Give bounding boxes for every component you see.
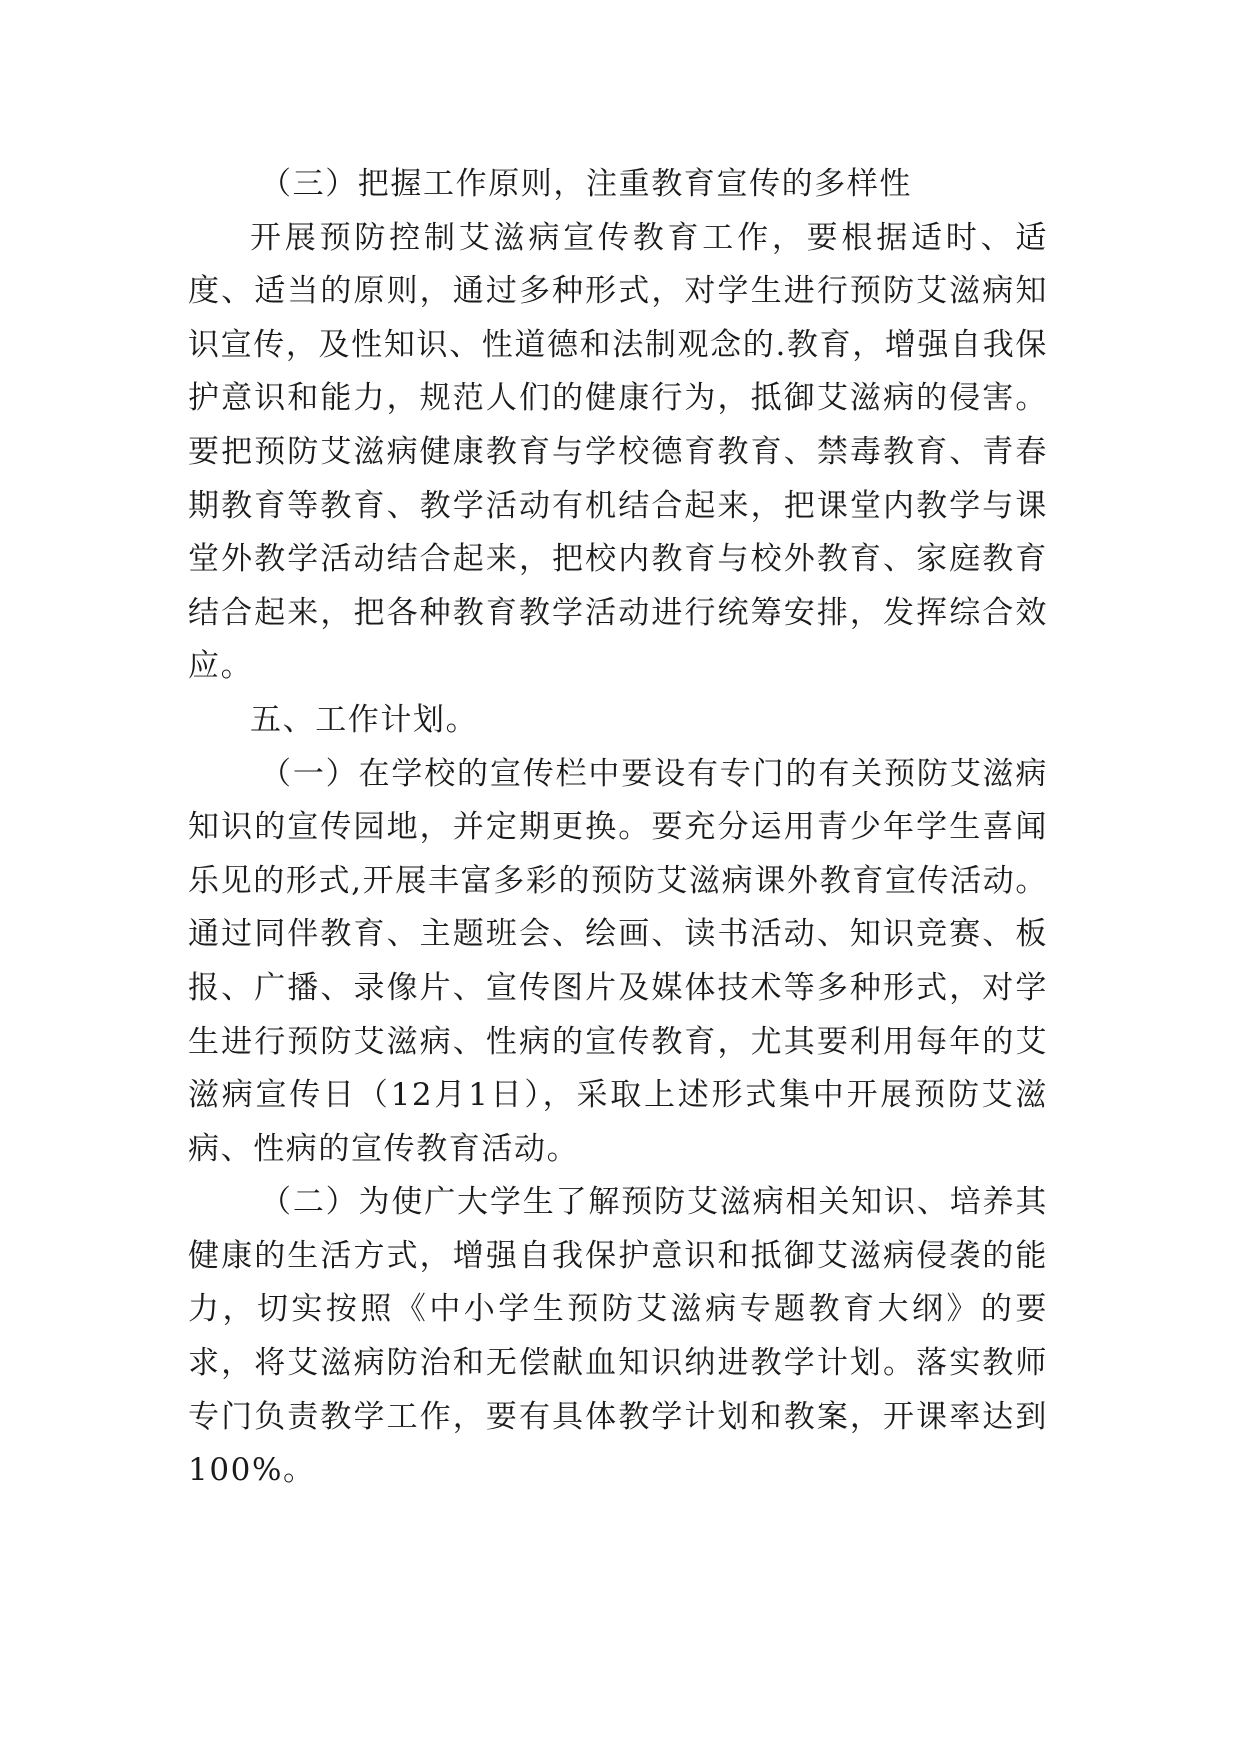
- paragraph-plan-item-1: （一）在学校的宣传栏中要设有专门的有关预防艾滋病知识的宣传园地，并定期更换。要充分运用青少年学生喜闻乐见的形式,开展丰富多彩的预防艾滋病课外教育宣传活动。通过同伴教育、主题班会、绘画、读书活动、知识竞赛、板报、广播、录像片、宣传图片及媒体技术等多种形式，对学生进行预防艾滋病、性病的宣传教育，尤其要利用每年的艾滋病宣传日（12月1日），采取上述形式集中开展预防艾滋病、性病的宣传教育活动。: [188, 755, 1048, 1167]
- paragraph-principles-heading: （三）把握工作原则，注重教育宣传的多样性: [260, 166, 912, 202]
- document-body: [188, 158, 1048, 1498]
- paragraph-principles-body: 开展预防控制艾滋病宣传教育工作，要根据适时、适度、适当的原则，通过多种形式，对学生进行预防艾滋病知识宣传，及性知识、性道德和法制观念的.教育，增强自我保护意识和能力，规范人们的健康行为，抵御艾滋病的侵害。要把预防艾滋病健康教育与学校德育教育、禁毒教育、青春期教育等教育、教学活动有机结合起来，把课堂内教学与课堂外教学活动结合起来，把校内教育与校外教育、家庭教育结合起来，把各种教育教学活动进行统筹安排，发挥综合效应。: [188, 219, 1048, 685]
- section-heading-work-plan: 五、工作计划。: [250, 701, 479, 738]
- paragraph-plan-item-2: （二）为使广大学生了解预防艾滋病相关知识、培养其健康的生活方式，增强自我保护意识和抵御艾滋病侵袭的能力，切实按照《中小学生预防艾滋病专题教育大纲》的要求，将艾滋病防治和无偿献血知识纳进教学计划。落实教师专门负责教学工作，要有具体教学计划和教案，开课率达到100%。: [188, 1184, 1048, 1489]
